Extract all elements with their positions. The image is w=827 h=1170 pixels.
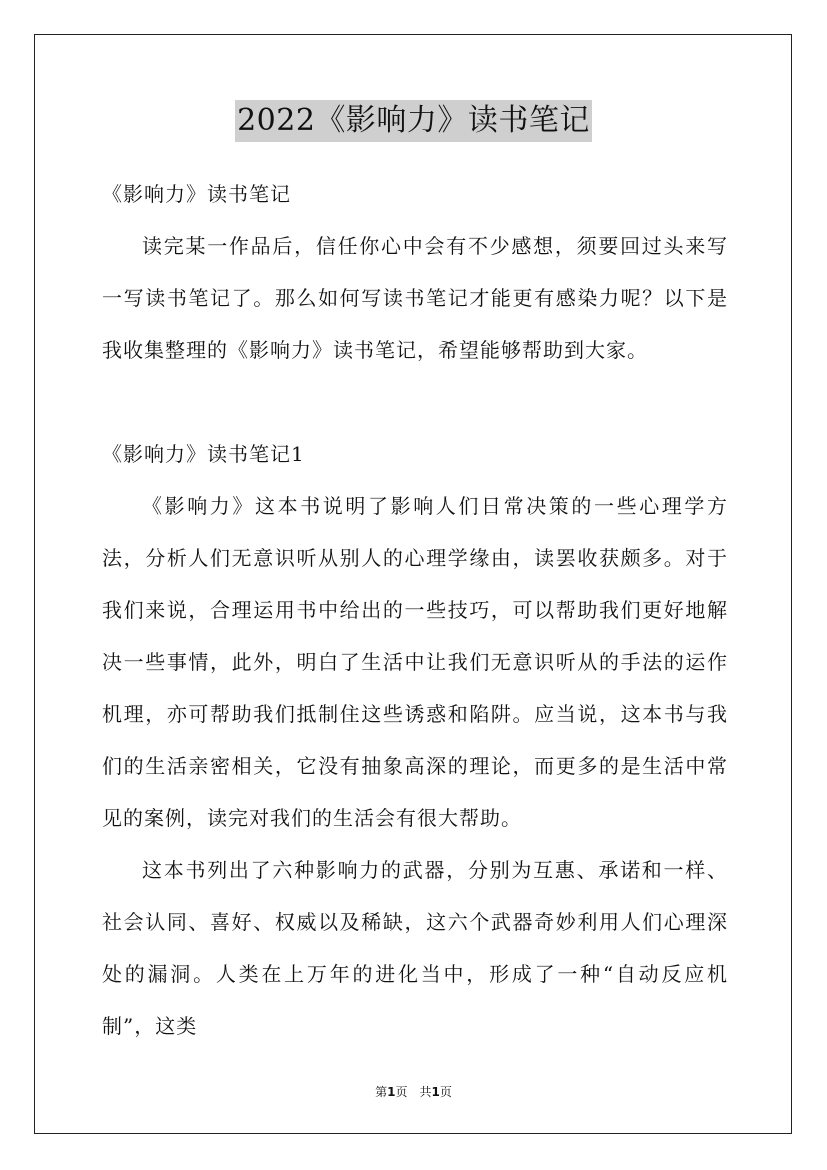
footer-page-mid: 页 共 <box>395 1085 432 1099</box>
intro-paragraph: 读完某一作品后，信任你心中会有不少感想，须要回过头来写一写读书笔记了。那么如何写读书笔记才能更有感染力呢？以下是我收集整理的《影响力》读书笔记，希望能够帮助到大家。 <box>102 234 728 362</box>
page-footer <box>0 1083 827 1100</box>
footer-total-pages: 1 <box>431 1085 440 1099</box>
footer-page-number: 1 <box>387 1085 396 1099</box>
footer-page-prefix: 第 <box>375 1085 388 1099</box>
section-heading: 《影响力》读书笔记1 <box>102 442 305 466</box>
section-spacer <box>102 376 728 428</box>
footer-page-suffix: 页 <box>439 1085 452 1099</box>
document-body <box>102 168 728 1052</box>
document-title: 2022《影响力》读书笔记 <box>235 100 592 142</box>
title-container <box>0 100 827 142</box>
intro-heading: 《影响力》读书笔记 <box>102 182 291 206</box>
body-paragraph-2: 这本书列出了六种影响力的武器，分别为互惠、承诺和一样、社会认同、喜好、权威以及稀缺，这六个武器奇妙利用人们心理深处的漏洞。人类在上万年的进化当中，形成了一种“自动反应机制”，这类 <box>102 858 728 1038</box>
body-paragraph-1: 《影响力》这本书说明了影响人们日常决策的一些心理学方法，分析人们无意识听从别人的心理学缘由，读罢收获颇多。对于我们来说，合理运用书中给出的一些技巧，可以帮助我们更好地解决一些事情，此外，明白了生活中让我们无意识听从的手法的运作机理，亦可帮助我们抵制住这些诱惑和陷阱。应当说，这本书与我们的生活亲密相关，它没有抽象高深的理论，而更多的是生活中常见的案例，读完对我们的生活会有很大帮助。 <box>102 494 728 830</box>
